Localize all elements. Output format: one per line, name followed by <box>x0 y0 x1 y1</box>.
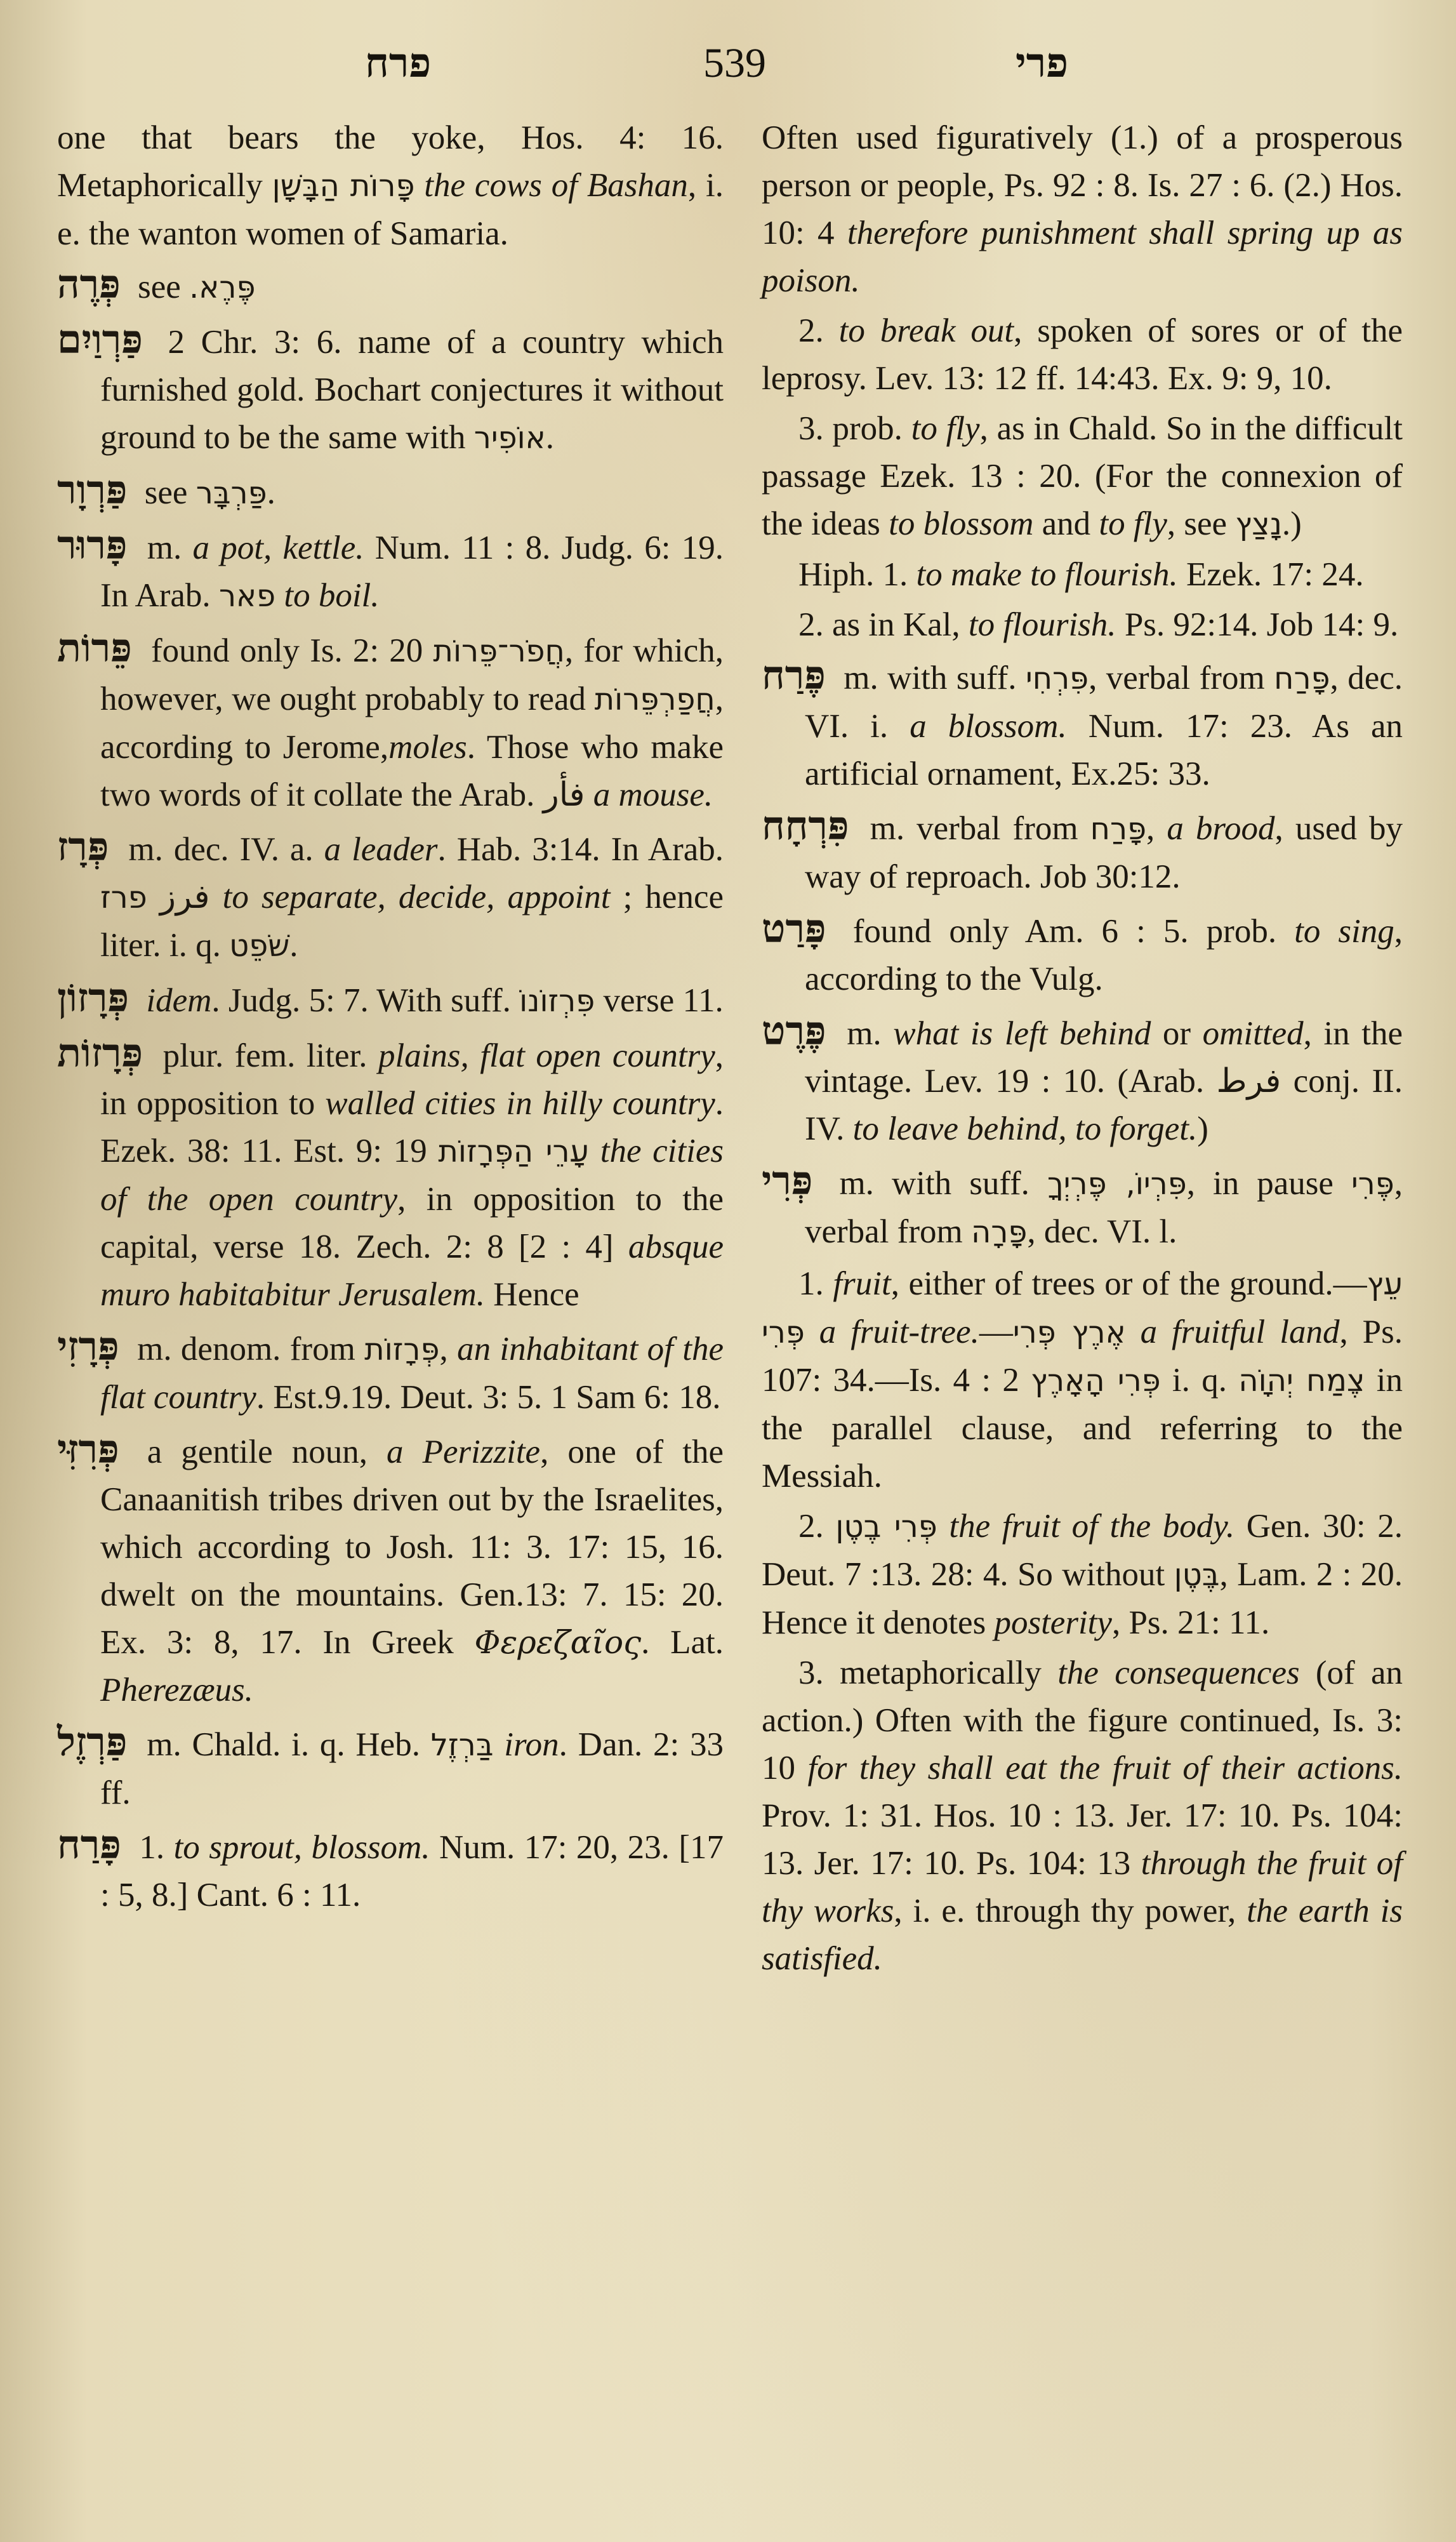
headword: פִּרְחָח <box>762 802 849 849</box>
page-number: 539 <box>703 40 766 86</box>
headword: פְּרִי <box>762 1157 813 1204</box>
running-head <box>0 35 1456 92</box>
headword: פֶּרֶט <box>762 1008 826 1054</box>
headword: פְּרָזִי <box>57 1323 119 1369</box>
arabic-word: فرط <box>1216 1062 1281 1100</box>
headword: פָּרַח <box>57 1821 121 1868</box>
entry-perazot: פְּרָזוֹת plur. fem. liter. plains, flat open country, in opposition to walled cities in hilly country. Ezek. 38: 11. Est. 9: 19 עָרֵי הַפְּרָזוֹת the cities of the open country, in opposition to the capital, verse 18. Zech. 2: 8 [2 : 4] absque muro habitabitur Jerusalem. Hence <box>57 1030 724 1313</box>
entry-paraz: פְּרָז m. dec. IV. a. a leader. Hab. 3:14. In Arab. פרז فرز to separate, decide, appoint ; hence liter. i. q. שֹׁפֵט. <box>57 823 724 964</box>
headword: פַּרְוָר <box>57 467 128 513</box>
cross-reference: פַּרְבָּר <box>195 476 267 511</box>
continuation-text: one that bears the yoke, Hos. 4: 16. Metaphorically פָּרוֹת הַבָּשָׁן the cows of Bashan, i. e. the wanton women of Samaria. <box>57 119 724 252</box>
headword: פְּרֶה <box>57 261 121 307</box>
left-column <box>57 114 724 1923</box>
headword: פְּרָז <box>57 823 109 870</box>
guide-word-right: פרי <box>1016 39 1069 87</box>
entry-parzel: פַּרְזֶל m. Chald. i. q. Heb. בַּרְזֶל iron. Dan. 2: 33 ff. <box>57 1719 724 1811</box>
entry-perazi: פְּרָזִי m. denom. from פְּרָזוֹת, an inhabitant of the flat country. Est.9.19. Deut. 3: 5. 1 Sam 6: 18. <box>57 1323 724 1416</box>
entry-parat: פָּרַט found only Am. 6 : 5. prob. to sing, according to the Vulg. <box>762 905 1403 997</box>
entry-parur: פָּרוּר m. a pot, kettle. Num. 11 : 8. Judg. 6: 19. In Arab. פאר to boil. <box>57 522 724 614</box>
entry-pirchach: פִּרְחָח m. verbal from פָּרַח, a brood, used by way of reproach. Job 30:12. <box>762 802 1403 895</box>
headword: פְּרָזוֹן <box>57 975 129 1021</box>
greek-word: Φερεζαῖος <box>474 1624 642 1661</box>
headword: פָּרַט <box>762 905 826 952</box>
cross-reference: פֶּרֶא. <box>189 270 256 305</box>
continuation-text: Often used figuratively (1.) of a prosperous person or people, Ps. 92 : 8. Is. 27 : 6. (2.) Hos. 10: 4 therefore punishment shall spring up as poison. <box>762 119 1403 299</box>
guide-word-left: פרח <box>365 39 432 87</box>
headword: פָּרוּר <box>57 522 128 568</box>
arabic-word: فأر <box>543 776 585 814</box>
entry-parvar: פַּרְוָר see פַּרְבָּר. <box>57 467 275 513</box>
sense-2-break-out: 2. to break out, spoken of sores or of the leprosy. Lev. 13: 12 ff. 14:43. Ex. 9: 9, 10. <box>762 312 1403 397</box>
entry-perazon: פְּרָזוֹן idem. Judg. 5: 7. With suff. פִּרְזוֹנוֹ verse 11. <box>57 975 724 1021</box>
sense-3-fly: 3. prob. to fly, as in Chald. So in the difficult passage Ezek. 13 : 20. (For the connexion of the ideas to blossom and to fly, see נָצַץ.) <box>762 410 1403 542</box>
entry-pereh: פְּרֶה see פֶּרֶא. <box>57 261 256 307</box>
entry-perizzi: פְּרִזִּי a gentile noun, a Perizzite, one of the Canaanitish tribes driven out by the Israelites, which according to Josh. 11: 3. 17: 15, 16. dwelt on the mountains. Gen.13: 7. 15: 20. Ex. 3: 8, 17. In Greek Φερεζαῖος. Lat. Pherezæus. <box>57 1426 724 1708</box>
entry-parach: פָּרַח 1. to sprout, blossom. Num. 17: 20, 23. [17 : 5, 8.] Cant. 6 : 11. <box>57 1821 724 1913</box>
sense-hiphil-2: 2. as in Kal, to flourish. Ps. 92:14. Job 14: 9. <box>798 606 1399 643</box>
peri-sense-1: 1. fruit, either of trees or of the ground.—עֵץ פְּרִי a fruit-tree.—אֶרֶץ פְּרִי a fruitful land, Ps. 107: 34.—Is. 4 : 2 פְּרִי הָאָרֶץ i. q. צֶמַח יְהוָֹה in the parallel clause, and referring to the Messiah. <box>762 1265 1403 1494</box>
entry-perot: פֵּרוֹת found only Is. 2: 20 חֲפֹר־פֵּרוֹת, for which, however, we ought probably to read חֲפַרְפֵּרוֹת, according to Jerome,moles. Those who make two words of it collate the Arab. فأر a mouse. <box>57 625 724 814</box>
entry-perach: פֶּרַח m. with suff. פִּרְחִי, verbal from פָּרַח, dec. VI. i. a blossom. Num. 17: 23. As an artificial ornament, Ex.25: 33. <box>762 652 1403 792</box>
hebrew-phrase: פָּרוֹת הַבָּשָׁן <box>272 168 415 204</box>
entry-parvayim: פַּרְוַיִם 2 Chr. 3: 6. name of a country which furnished gold. Bochart conjectures it without ground to be the same with אוֹפִיר. <box>57 316 724 456</box>
headword: פַּרְוַיִם <box>57 316 143 363</box>
peri-sense-3: 3. metaphorically the consequences (of an action.) Often with the figure continued, Is. 3: 10 for they shall eat the fruit of their actions. Prov. 1: 31. Hos. 10 : 13. Jer. 17: 10. Ps. 104: 13. Jer. 17: 10. Ps. 104: 13 through the fruit of thy works, i. e. through thy power, the earth is satisfied. <box>762 1654 1403 1977</box>
peri-sense-2: 2. פְּרִי בֶטֶן the fruit of the body. Gen. 30: 2. Deut. 7 :13. 28: 4. So without בֶּטֶן, Lam. 2 : 20. Hence it denotes posterity, Ps. 21: 11. <box>762 1508 1403 1641</box>
headword: פֵּרוֹת <box>57 625 132 671</box>
headword: פְּרָזוֹת <box>57 1030 143 1076</box>
sense-hiphil-1: Hiph. 1. to make to flourish. Ezek. 17: 24. <box>798 556 1364 593</box>
arabic-word: فرز <box>159 878 210 916</box>
headword: פְּרִזִּי <box>57 1426 119 1472</box>
headword: פַּרְזֶל <box>57 1719 128 1765</box>
entry-peri: פְּרִי m. with suff. פִּרְיוֹ, פֶּרְיְךָ, in pause פֶּרִי, verbal from פָּרָה, dec. VI. l. <box>762 1157 1403 1250</box>
right-column <box>762 114 1403 1985</box>
entry-peret: פֶּרֶט m. what is left behind or omitted, in the vintage. Lev. 19 : 10. (Arab. فرط conj. II. IV. to leave behind, to forget.) <box>762 1008 1403 1147</box>
headword: פֶּרַח <box>762 652 826 698</box>
